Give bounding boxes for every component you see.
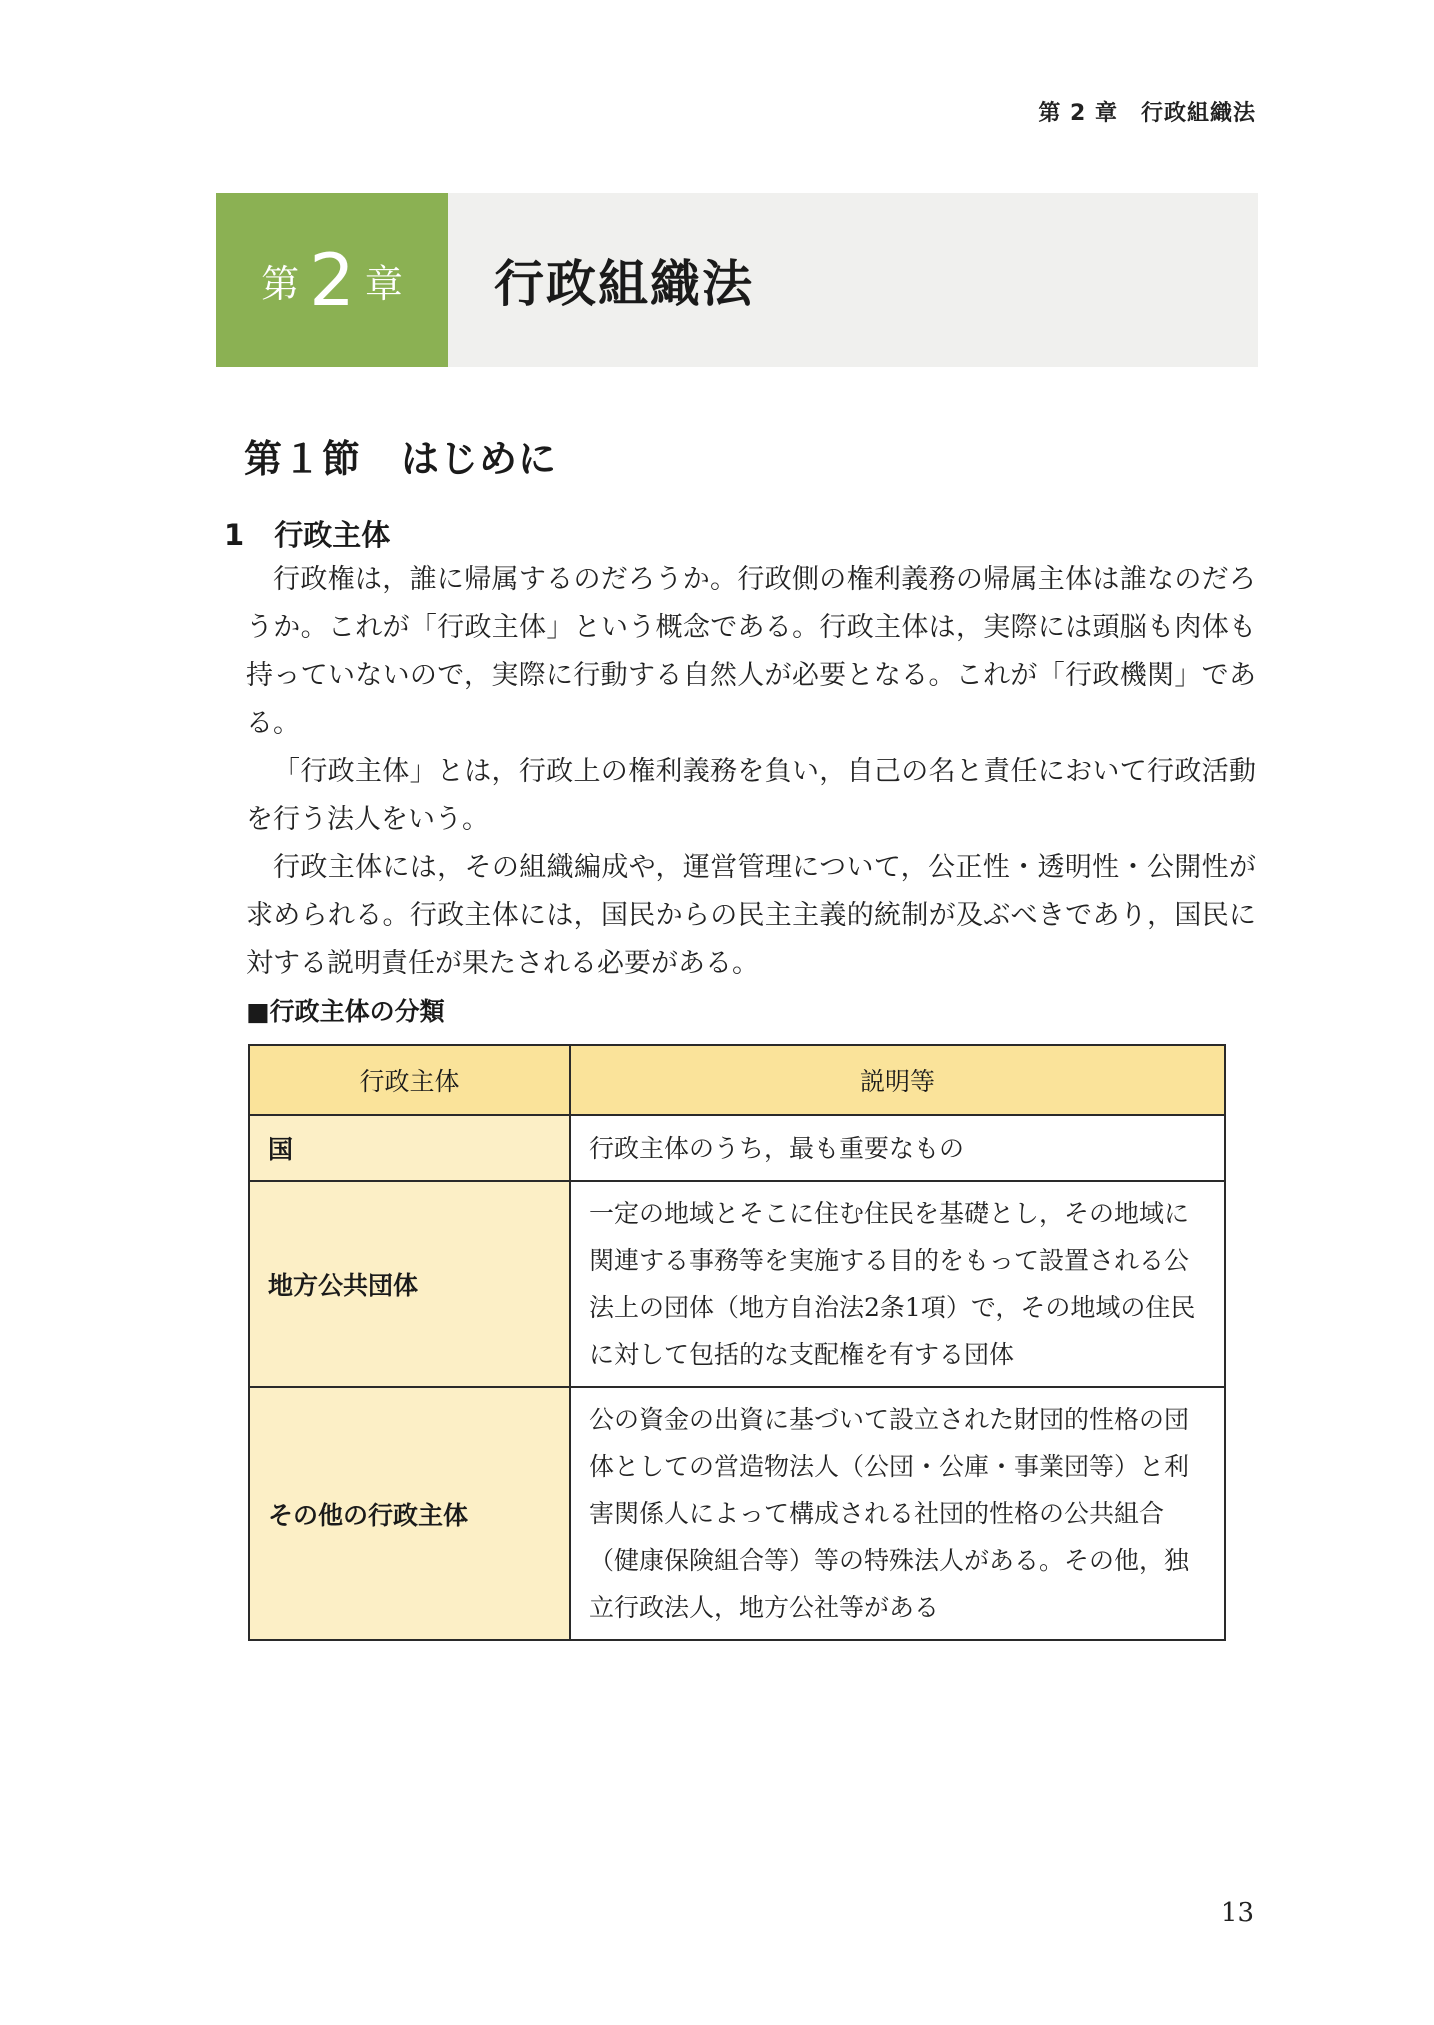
description-cell: 行政主体のうち，最も重要なもの — [570, 1115, 1225, 1181]
chapter-title: 行政組織法 — [494, 255, 754, 313]
entity-cell: 地方公共団体 — [249, 1181, 570, 1387]
description-cell: 公の資金の出資に基づいて設立された財団的性格の団体としての営造物法人（公団・公庫・事業団等）と利害関係人によって構成される社団的性格の公共組合（健康保険組合等）等の特殊法人がある。その他，独立行政法人，地方公社等がある — [570, 1387, 1225, 1640]
description-cell: 一定の地域とそこに住む住民を基礎とし，その地域に関連する事務等を実施する目的をもって設置される公法上の団体（地方自治法2条1項）で，その地域の住民に対して包括的な支配権を有する団体 — [570, 1181, 1225, 1387]
chapter-banner — [216, 193, 1258, 367]
entity-cell: 国 — [249, 1115, 570, 1181]
chapter-number-box — [216, 193, 448, 367]
subsection-heading — [224, 513, 390, 554]
table-row — [249, 1181, 1225, 1387]
paragraph: 行政主体には，その組織編成や，運営管理について，公正性・透明性・公開性が求められる。行政主体には，国民からの民主主義的統制が及ぶべきであり，国民に対する説明責任が果たされる必要がある。 — [246, 852, 1256, 979]
section-number: 第１節 — [244, 437, 362, 481]
paragraph: 行政権は，誰に帰属するのだろうか。行政側の権利義務の帰属主体は誰なのだろうか。これが「行政主体」という概念である。行政主体は，実際には頭脳も肉体も持っていないので，実際に行動する自然人が必要となる。これが「行政機関」である。 — [246, 564, 1256, 739]
section-title: はじめに — [401, 437, 558, 481]
table-row — [249, 1387, 1225, 1640]
running-header: 第 2 章 行政組織法 — [1038, 101, 1256, 126]
subsection-title: 行政主体 — [274, 518, 391, 552]
table-row — [249, 1115, 1225, 1181]
table-caption: ■行政主体の分類 — [246, 997, 445, 1026]
entity-cell: その他の行政主体 — [249, 1387, 570, 1640]
column-header-entity: 行政主体 — [249, 1045, 570, 1115]
column-header-description: 説明等 — [570, 1045, 1225, 1115]
body-text — [246, 556, 1256, 988]
page-number: 13 — [1220, 1898, 1254, 1928]
chapter-suffix: 章 — [364, 261, 403, 306]
chapter-prefix: 第 — [261, 261, 300, 306]
classification-table — [248, 1044, 1226, 1641]
table-header-row — [249, 1045, 1225, 1115]
subsection-number: 1 — [224, 518, 245, 552]
section-heading — [244, 428, 557, 483]
paragraph: 「行政主体」とは，行政上の権利義務を負い，自己の名と責任において行政活動を行う法人をいう。 — [246, 756, 1256, 835]
chapter-number: 2 — [309, 238, 355, 322]
